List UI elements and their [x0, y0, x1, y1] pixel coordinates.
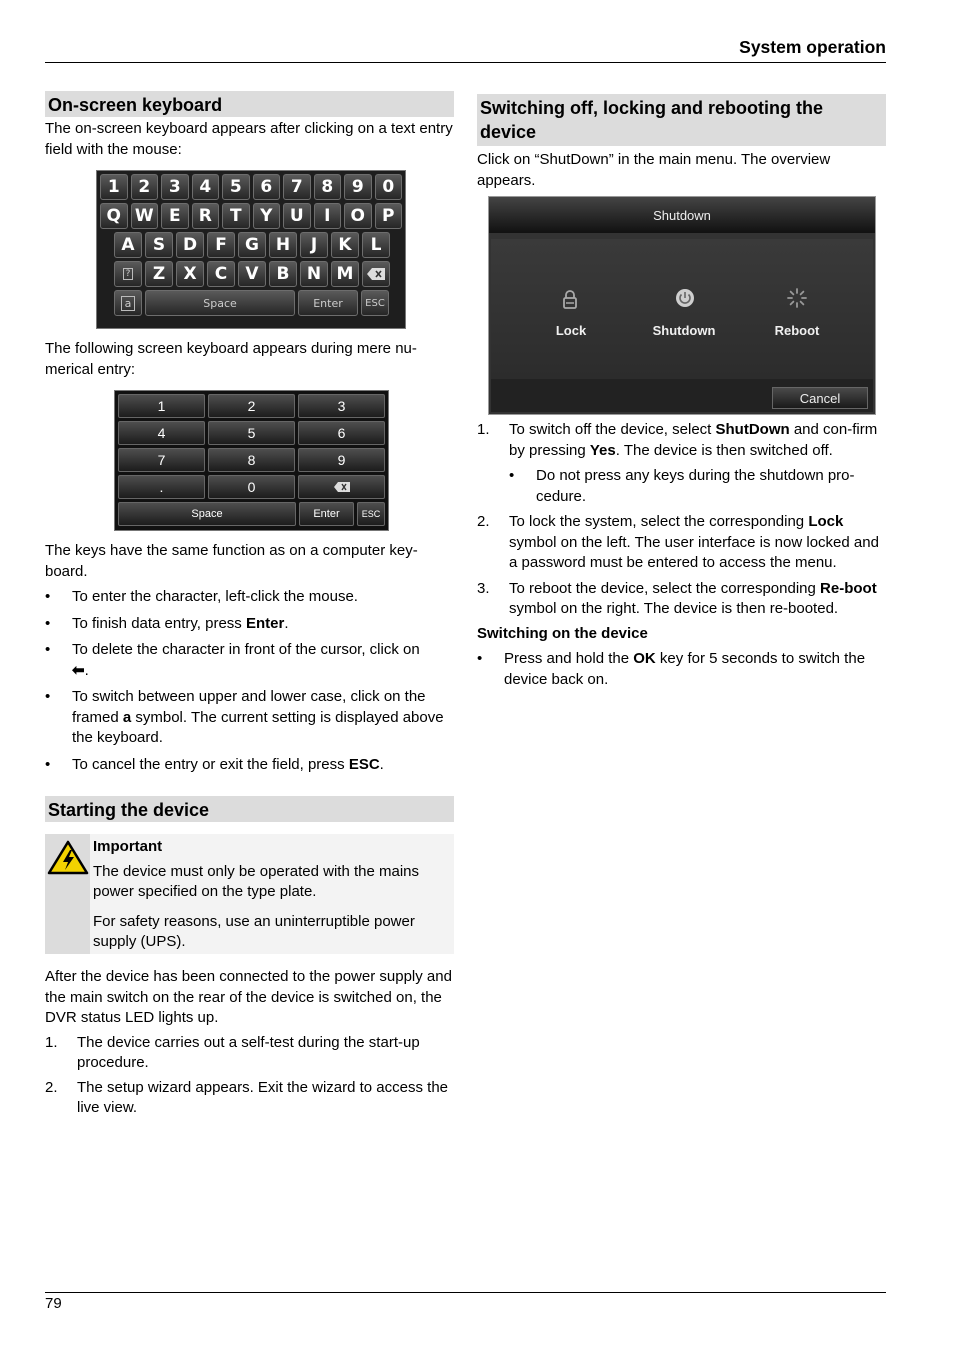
list-item: • To cancel the entry or exit the field, press ESC.	[45, 755, 454, 776]
key-f: F	[207, 232, 235, 258]
key-0: 0	[375, 174, 403, 200]
important-text-2: For safety reasons, use an uninterruptible power supply (UPS).	[93, 912, 415, 950]
num-key: 8	[208, 448, 295, 472]
key-4: 4	[192, 174, 220, 200]
important-text-1: The device must only be operated with the mains power specified on the type plate.	[93, 862, 420, 900]
backspace-key-icon	[362, 261, 390, 287]
starting-text: After the device has been connected to the power supply and the main switch on the rear of the device is switched on, the DVR status LED lights up.	[45, 968, 452, 1026]
key-u: U	[283, 203, 311, 229]
key-w: W	[131, 203, 159, 229]
list-item: 1. The device carries out a self-test during the start-up procedure.	[45, 1033, 420, 1071]
section-heading-onscreen-keyboard: On-screen keyboard	[45, 91, 454, 117]
key-d: D	[176, 232, 204, 258]
key-b: B	[269, 261, 297, 287]
lock-icon	[562, 289, 578, 309]
list-item: • To switch between upper and lower case, click on the framed a symbol. The current setting is displayed above the keyboard.	[45, 687, 454, 749]
onscreen-intro: The on-screen keyboard appears after clicking on a text entry field with the mouse:	[45, 120, 453, 158]
shift-key-small: ?	[114, 261, 142, 287]
key-l: L	[362, 232, 390, 258]
list-item: • Do not press any keys during the shutdown pro-cedure.	[509, 466, 886, 507]
key-n: N	[300, 261, 328, 287]
dialog-title: Shutdown	[489, 197, 875, 233]
list-item: 1. To switch off the device, select ShutDown and con-firm by pressing Yes. The device is then switched off.	[477, 421, 878, 459]
num-key: 3	[298, 394, 385, 418]
num-key: 1	[118, 394, 205, 418]
page-number: 79	[45, 1295, 62, 1312]
numeric-intro: The following screen keyboard appears during mere nu-merical entry:	[45, 340, 417, 378]
footer-rule	[45, 1292, 886, 1293]
key-c: C	[207, 261, 235, 287]
space-key: Space	[145, 290, 295, 316]
backspace-arrow-icon: ⬅	[72, 661, 85, 679]
num-key: 2	[208, 394, 295, 418]
enter-key: Enter	[298, 290, 358, 316]
shift-key: a	[114, 290, 142, 316]
keys-same-text: The keys have the same function as on a computer key-board.	[45, 542, 418, 580]
key-h: H	[269, 232, 297, 258]
num-esc-key: ESC	[357, 502, 385, 526]
left-column	[45, 91, 454, 160]
key-7: 7	[283, 174, 311, 200]
important-box	[45, 834, 454, 954]
key-s: S	[145, 232, 173, 258]
num-key: 9	[298, 448, 385, 472]
key-j: J	[300, 232, 328, 258]
num-enter-key: Enter	[299, 502, 354, 526]
key-m: M	[331, 261, 359, 287]
list-item: 2. The setup wizard appears. Exit the wizard to access the live view.	[45, 1078, 449, 1116]
reboot-option: Reboot	[774, 323, 820, 338]
num-backspace-key-icon	[298, 475, 385, 499]
numeric-keypad-image	[114, 390, 389, 531]
num-key: 5	[208, 421, 295, 445]
num-key: 6	[298, 421, 385, 445]
key-v: V	[238, 261, 266, 287]
key-1: 1	[100, 174, 128, 200]
warning-high-voltage-icon	[47, 840, 89, 876]
lock-option: Lock	[555, 323, 587, 338]
reboot-spinner-icon	[787, 288, 807, 308]
section-heading-switching: Switching off, locking and rebooting the device	[477, 94, 886, 146]
key-e: E	[161, 203, 189, 229]
key-6: 6	[253, 174, 281, 200]
num-key: 0	[208, 475, 295, 499]
keyboard-instructions	[45, 541, 454, 775]
onscreen-keyboard-image	[96, 170, 406, 329]
list-item: • Press and hold the OK key for 5 seconds to switch the device back on.	[477, 649, 886, 690]
key-5: 5	[222, 174, 250, 200]
key-k: K	[331, 232, 359, 258]
key-i: I	[314, 203, 342, 229]
key-3: 3	[161, 174, 189, 200]
list-item: • To delete the character in front of the cursor, click on ⬅.	[45, 640, 454, 681]
num-key: .	[118, 475, 205, 499]
num-key: 4	[118, 421, 205, 445]
num-space-key: Space	[118, 502, 296, 526]
key-a: A	[114, 232, 142, 258]
esc-key: ESC	[361, 290, 389, 316]
switching-intro: Click on “ShutDown” in the main menu. The overview appears.	[477, 151, 831, 189]
key-r: R	[192, 203, 220, 229]
key-y: Y	[253, 203, 281, 229]
key-t: T	[222, 203, 250, 229]
power-icon	[675, 288, 695, 308]
header-section-title: System operation	[739, 37, 886, 57]
list-item: • To finish data entry, press Enter.	[45, 614, 454, 635]
switching-steps	[477, 420, 886, 690]
key-x: X	[176, 261, 204, 287]
key-2: 2	[131, 174, 159, 200]
important-label: Important	[93, 838, 163, 855]
list-item: 2. To lock the system, select the corresponding Lock symbol on the left. The user interface is now locked and a password must be entered to access the menu.	[477, 513, 879, 571]
num-key: 7	[118, 448, 205, 472]
page-header	[45, 36, 886, 63]
cancel-button: Cancel	[772, 387, 868, 409]
shutdown-dialog-image	[488, 196, 876, 415]
switching-on-heading: Switching on the device	[477, 624, 648, 642]
list-item: 3. To reboot the device, select the corresponding Re-boot symbol on the right. The device is then re-booted.	[477, 579, 877, 617]
starting-body	[45, 967, 454, 1119]
shutdown-option: Shutdown	[652, 323, 716, 338]
key-o: O	[344, 203, 372, 229]
key-8: 8	[314, 174, 342, 200]
key-9: 9	[344, 174, 372, 200]
section-heading-starting: Starting the device	[45, 796, 454, 822]
key-q: Q	[100, 203, 128, 229]
key-p: P	[375, 203, 403, 229]
key-z: Z	[145, 261, 173, 287]
key-g: G	[238, 232, 266, 258]
list-item: • To enter the character, left-click the mouse.	[45, 587, 454, 608]
